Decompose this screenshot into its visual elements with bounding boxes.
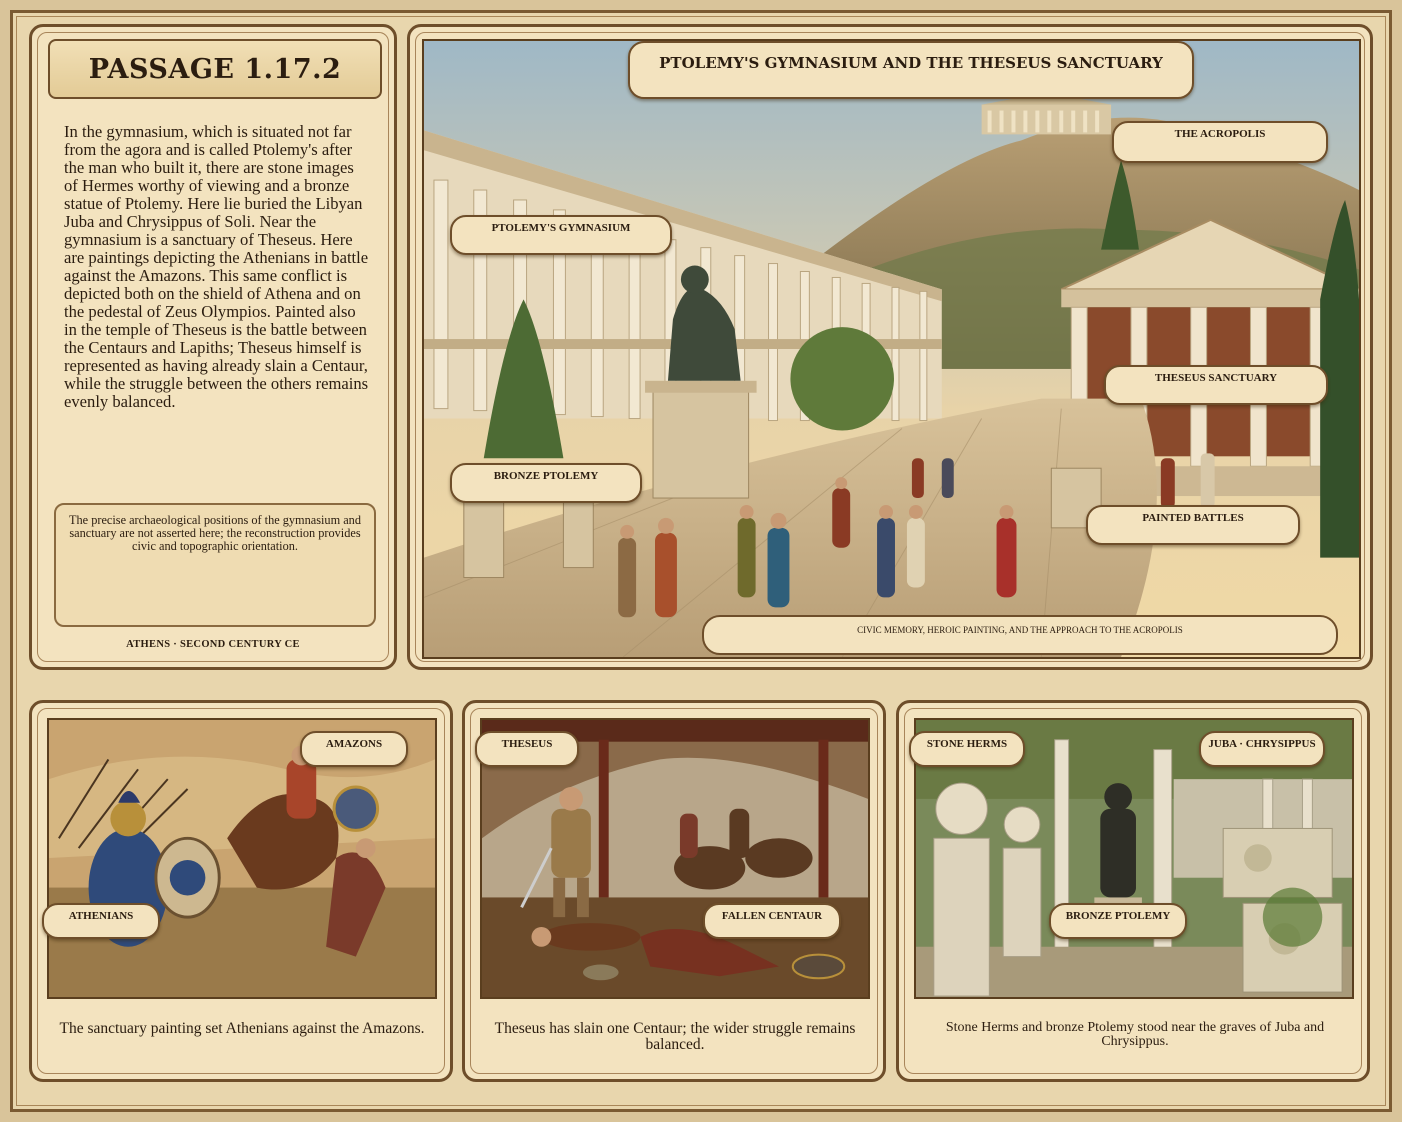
label-bronze-ptolemy-tombs: BRONZE PTOLEMY: [1049, 903, 1187, 939]
label-acropolis: THE ACROPOLIS: [1112, 121, 1328, 163]
label-theseus-sanctuary: THESEUS SANCTUARY: [1104, 365, 1328, 405]
label-amazons: AMAZONS: [300, 731, 408, 767]
amazons-caption: The sanctuary painting set Athenians against the Amazons.: [59, 1020, 425, 1037]
main-scene-title: PTOLEMY'S GYMNASIUM AND THE THESEUS SANCTUARY: [628, 41, 1194, 99]
passage-panel: [29, 24, 397, 670]
herms-caption: Stone Herms and bronze Ptolemy stood near the graves of Juba and Chrysippus.: [945, 1020, 1325, 1049]
label-painted-battles: PAINTED BATTLES: [1086, 505, 1300, 545]
label-fallen-centaur: FALLEN CENTAUR: [703, 903, 841, 939]
label-athenians: ATHENIANS: [42, 903, 160, 939]
theseus-caption: Theseus has slain one Centaur; the wider struggle remains balanced.: [494, 1020, 856, 1053]
main-scene-caption: CIVIC MEMORY, HEROIC PAINTING, AND THE APPROACH TO THE ACROPOLIS: [702, 615, 1338, 655]
archaeology-note: The precise archaeological positions of the gymnasium and sanctuary are not asserted here; the reconstruction provides civic and topographic orientation.: [54, 503, 376, 627]
passage-text: In the gymnasium, which is situated not far from the agora and is called Ptolemy's after the man who built it, there are stone images of Hermes worthy of viewing and a bronze statue of Ptolemy. Here lie buried the Libyan Juba and Chrysippus of Soli. Near the gymnasium is a sanctuary of Theseus. Here are paintings depicting the Athenians in battle against the Amazons. This same conflict is depicted both on the shield of Athena and on the pedestal of Zeus Olympios. Painted also in the temple of Theseus is the battle between the Centaurs and Lapiths; Theseus himself is represented as having already slain a Centaur, while the struggle between the others remains evenly balanced.: [64, 122, 369, 411]
herms-panel: [896, 700, 1370, 1082]
label-stone-herms: STONE HERMS: [909, 731, 1025, 767]
theseus-panel: [462, 700, 886, 1082]
amazons-panel: [29, 700, 453, 1082]
label-theseus: THESEUS: [475, 731, 579, 767]
main-scene-panel: [407, 24, 1373, 670]
passage-title: PASSAGE 1.17.2: [48, 39, 382, 99]
label-juba-chrysippus: JUBA · CHRYSIPPUS: [1199, 731, 1325, 767]
era-footer: ATHENS · SECOND CENTURY CE: [126, 639, 300, 650]
label-bronze-ptolemy: BRONZE PTOLEMY: [450, 463, 642, 503]
label-ptolemys-gymnasium: PTOLEMY'S GYMNASIUM: [450, 215, 672, 255]
